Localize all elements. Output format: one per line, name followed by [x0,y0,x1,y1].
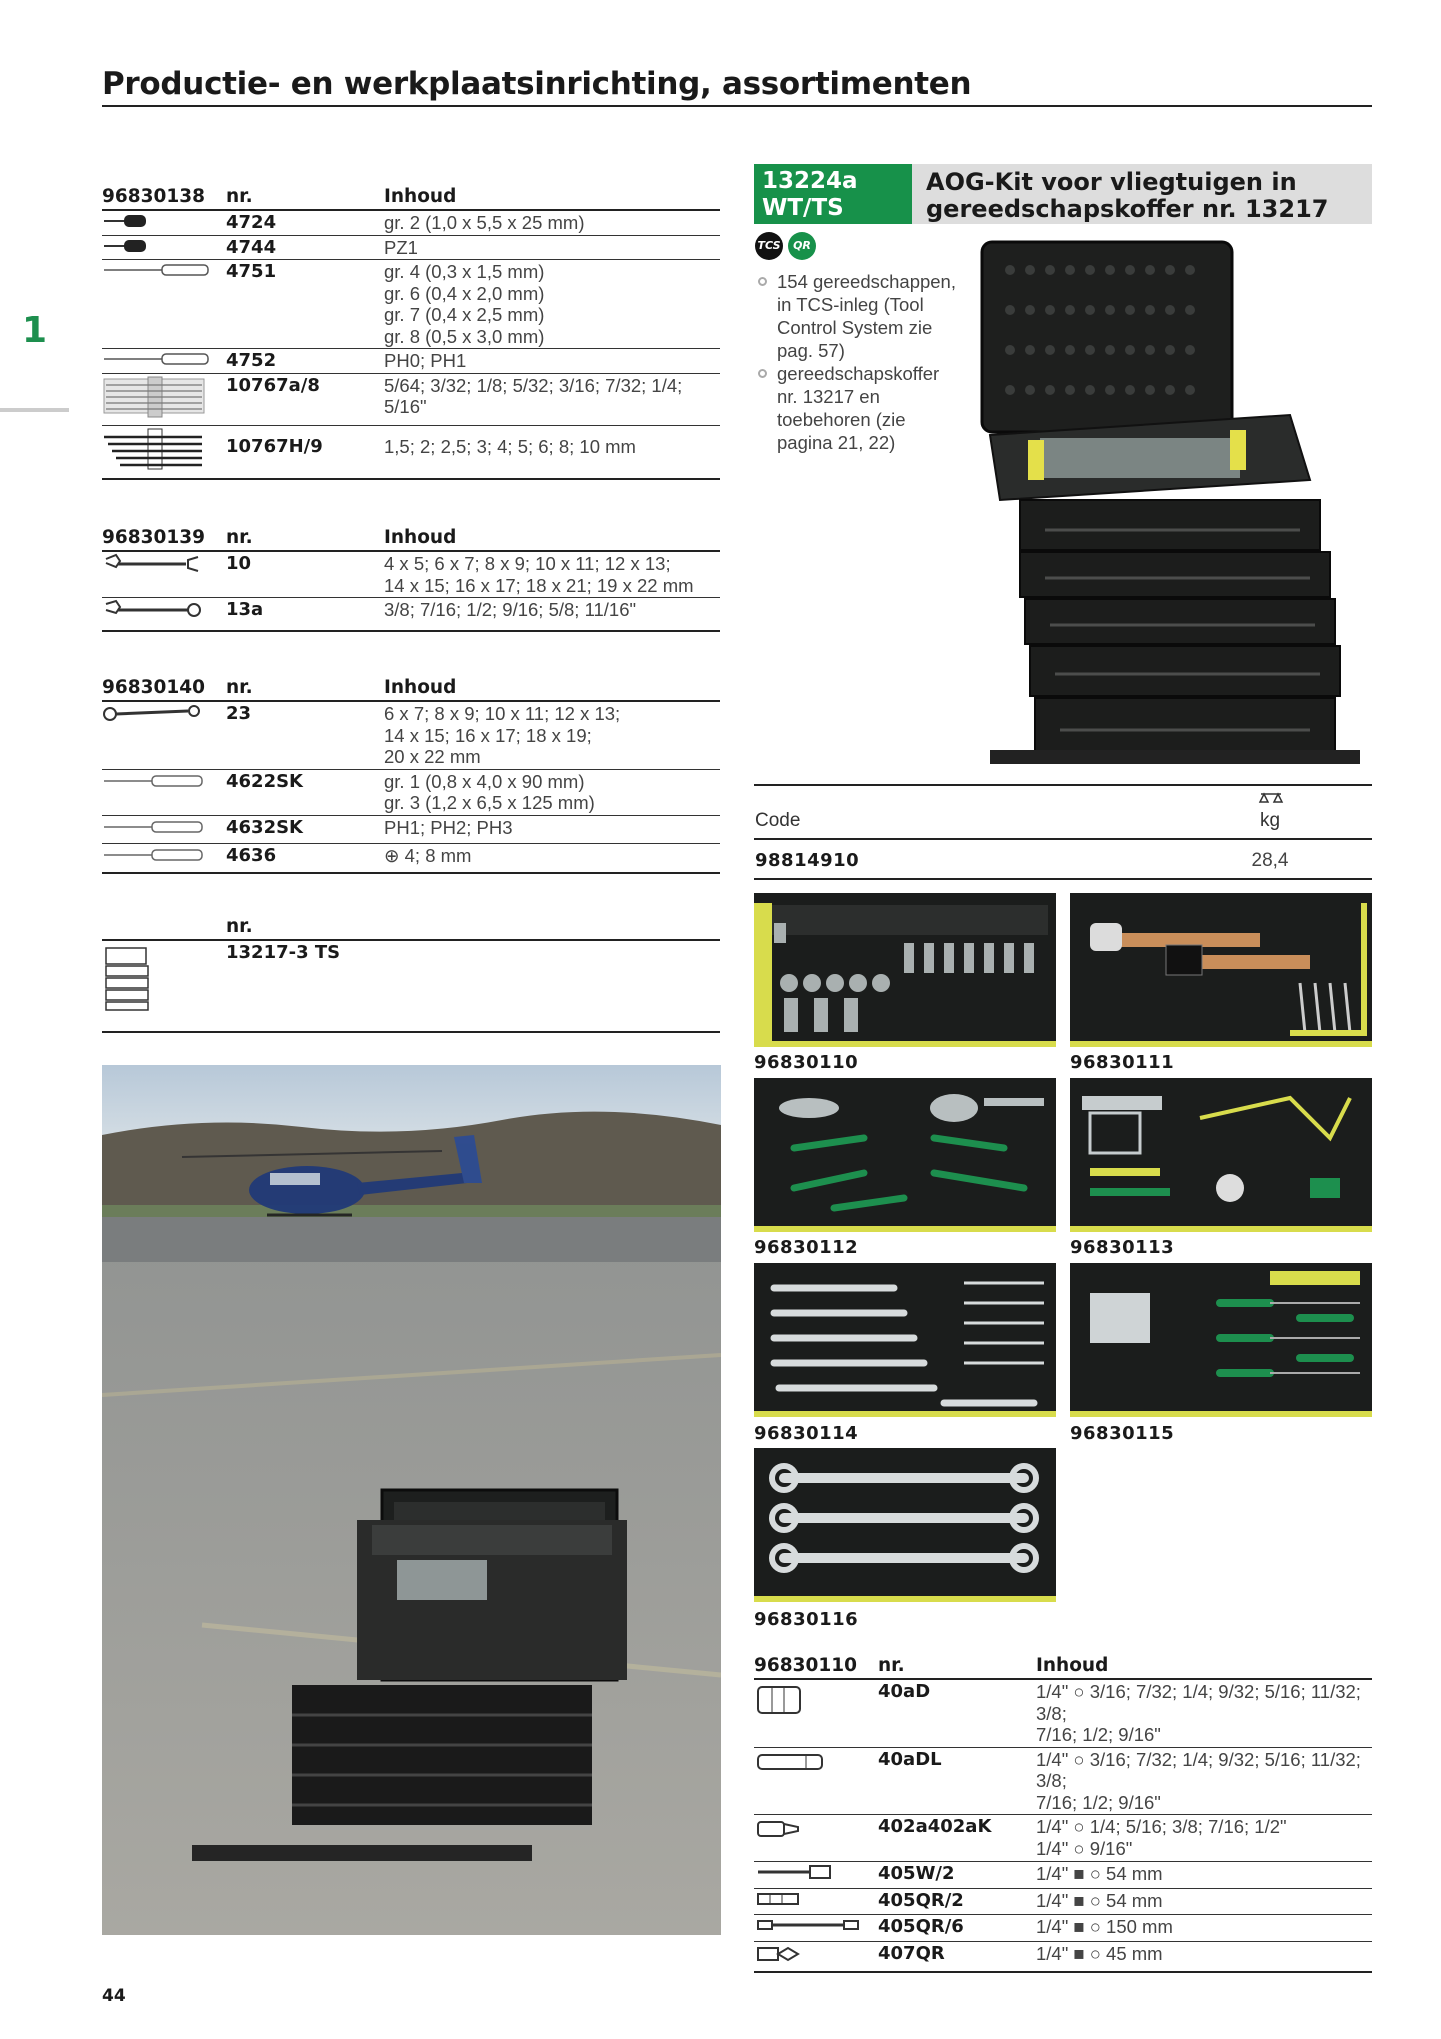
tcs-badge: TCS [755,232,783,260]
table-row: 10 4 x 5; 6 x 7; 8 x 9; 10 x 11; 12 x 13; 14 x 15; 16 x 17; 18 x 21; 19 x 22 mm [102,551,720,598]
kit-code: 96830139 [102,527,226,551]
tray-image-96830111 [1070,893,1372,1047]
screwdriver-icon [102,771,206,791]
kit-code: 96830140 [102,677,226,701]
screwdriver-icon [102,237,152,255]
screwdriver-icon [102,212,152,230]
tray-code: 96830111 [1070,1052,1175,1073]
kit-table-96830140: 96830140 nr. Inhoud 23 6 x 7; 8 x 9; 10 x 11; 12 x 13; 14 x 15; 16 x 17; 18 x 19; 20 x 22 mm 4622SK gr. 1 (0,8 x 4,0 x 90 mm) gr. 3 (1,2 x 6,5 x 125 mm) 4632SK PH1; PH2; PH3 4636 ⊕ 4; 8 mm [102,677,720,874]
code-mid-rule [754,838,1372,840]
tool-case-image [960,230,1370,775]
tray-code: 96830112 [754,1237,859,1258]
tray-image-96830115 [1070,1263,1372,1417]
universal-joint-icon [754,1943,804,1965]
table-row: 4751 gr. 4 (0,3 x 1,5 mm) gr. 6 (0,4 x 2,0 mm) gr. 7 (0,4 x 2,5 mm) gr. 8 (0,5 x 3,0 mm) [102,260,720,349]
deep-socket-icon [754,1749,828,1773]
table-row: 23 6 x 7; 8 x 9; 10 x 11; 12 x 13; 14 x 15; 16 x 17; 18 x 19; 20 x 22 mm [102,701,720,769]
chapter-tab [0,408,69,412]
tool-case-icon [102,942,152,1012]
socket-icon [754,1681,804,1717]
table-row: 405QR/2 1/4" ■ ○ 54 mm [754,1888,1372,1915]
tray-code: 96830113 [1070,1237,1175,1258]
table-row: 13a 3/8; 7/16; 1/2; 9/16; 5/8; 11/16" [102,598,720,632]
feature-bullet: gereedschapskoffer nr. 13217 en toebehoren (zie pagina 21, 22) [755,362,980,454]
code-bottom-rule [754,878,1372,880]
page-number: 44 [102,1986,126,2006]
tray-code: 96830110 [754,1052,859,1073]
table-row: 4724 gr. 2 (1,0 x 5,5 x 25 mm) [102,210,720,235]
combination-wrench-icon [102,599,202,621]
kg-label: kg [1259,810,1281,831]
ring-wrench-icon [102,703,202,725]
product-code-header: 13224a WT/TS [754,164,912,224]
product-code-value: 98814910 [755,850,860,871]
table-row: 13217-3 TS [102,940,720,1032]
qr-badge: QR [788,232,816,260]
table-row: 4632SK PH1; PH2; PH3 [102,815,720,844]
page-title: Productie- en werkplaatsinrichting, assortimenten [102,66,972,102]
table-row: 40aD 1/4" ○ 3/16; 7/32; 1/4; 9/32; 5/16; 11/32; 3/8; 7/16; 1/2; 9/16" [754,1679,1372,1747]
table-row: 402a402aK 1/4" ○ 1/4; 5/16; 3/8; 7/16; 1/2" 1/4" ○ 9/16" [754,1815,1372,1862]
tray-code: 96830114 [754,1423,859,1444]
tray-image-96830114 [754,1263,1056,1417]
helicopter-case-photo [102,1065,721,1935]
product-weight-value: 28,4 [1251,850,1289,871]
col-nr: nr. [226,186,384,210]
table-row: 40aDL 1/4" ○ 3/16; 7/32; 1/4; 9/32; 5/16; 11/32; 3/8; 7/16; 1/2; 9/16" [754,1747,1372,1815]
code-top-rule [754,784,1372,786]
code-label: Code [755,810,801,831]
kit-code: 96830138 [102,186,226,210]
tray-image-96830110 [754,893,1056,1047]
kit-code: 96830110 [754,1655,878,1679]
phillips-screwdriver-icon [102,817,206,837]
long-extension-icon [754,1916,864,1934]
double-open-end-wrench-icon [102,553,202,575]
product-features [755,270,980,454]
tray-image-96830116 [754,1448,1056,1602]
table-row: 10767H/9 1,5; 2; 2,5; 3; 4; 5; 6; 8; 10 mm [102,426,720,480]
torx-screwdriver-icon [102,845,206,865]
extension-bar-icon [754,1863,834,1881]
title-divider [102,105,1372,107]
tray-code: 96830116 [754,1609,859,1630]
table-row: 4744 PZ1 [102,235,720,260]
weight-icon [1258,790,1284,812]
table-row: 4752 PH0; PH1 [102,349,720,374]
tray-image-96830112 [754,1078,1056,1232]
case-table: nr. 13217-3 TS [102,916,720,1033]
table-row: 10767a/8 5/64; 3/32; 1/8; 5/32; 3/16; 7/32; 1/4; 5/16" [102,373,720,426]
hex-key-set-icon [102,375,206,419]
kit-table-96830139: 96830139 nr. Inhoud 10 4 x 5; 6 x 7; 8 x 9; 10 x 11; 12 x 13; 14 x 15; 16 x 17; 18 x 21; 19 x 22 mm 13a 3/8; 7/16; 1/2; 9/16; 5/8; 11/16" [102,527,720,632]
bit-socket-icon [754,1816,804,1842]
feature-bullet: 154 gereedschappen, in TCS-inleg (Tool Control System zie pag. 57) [755,270,980,362]
table-row: 4622SK gr. 1 (0,8 x 4,0 x 90 mm) gr. 3 (1,2 x 6,5 x 125 mm) [102,769,720,815]
table-row: 4636 ⊕ 4; 8 mm [102,844,720,873]
chapter-marker: 1 [22,310,48,351]
tray-image-96830113 [1070,1078,1372,1232]
table-row: 407QR 1/4" ■ ○ 45 mm [754,1941,1372,1972]
precision-screwdriver-icon [102,261,212,279]
col-inhoud: Inhoud [384,186,720,210]
hex-key-set-icon [102,427,206,471]
quick-release-extension-icon [754,1890,804,1908]
kit-table-96830138 [102,186,720,480]
contents-table-96830110: 96830110 nr. Inhoud 40aD 1/4" ○ 3/16; 7/32; 1/4; 9/32; 5/16; 11/32; 3/8; 7/16; 1/2; 9/16" 40aDL 1/4" ○ 3/16; 7/32; 1/4; 9/32; 5/16; 11/32; 3/8; 7/16; 1/2; 9/16" 402a402aK 1/4" ○ 1/4; 5/16; 3/8; 7/16; 1/2" 1/4" ○ 9/16" 405W/2 1/4" ■ ○ 54 mm 405QR/2 1/4" ■ ○ 54 mm 405QR/6 1/4" ■ ○ 150 mm 407QR 1/4" ■ ○ 45 mm [754,1655,1372,1973]
precision-screwdriver-icon [102,350,212,368]
product-title-header: AOG-Kit voor vliegtuigen in gereedschapskoffer nr. 13217 [912,164,1372,224]
table-row: 405W/2 1/4" ■ ○ 54 mm [754,1862,1372,1889]
tray-code: 96830115 [1070,1423,1175,1444]
table-row: 405QR/6 1/4" ■ ○ 150 mm [754,1915,1372,1942]
